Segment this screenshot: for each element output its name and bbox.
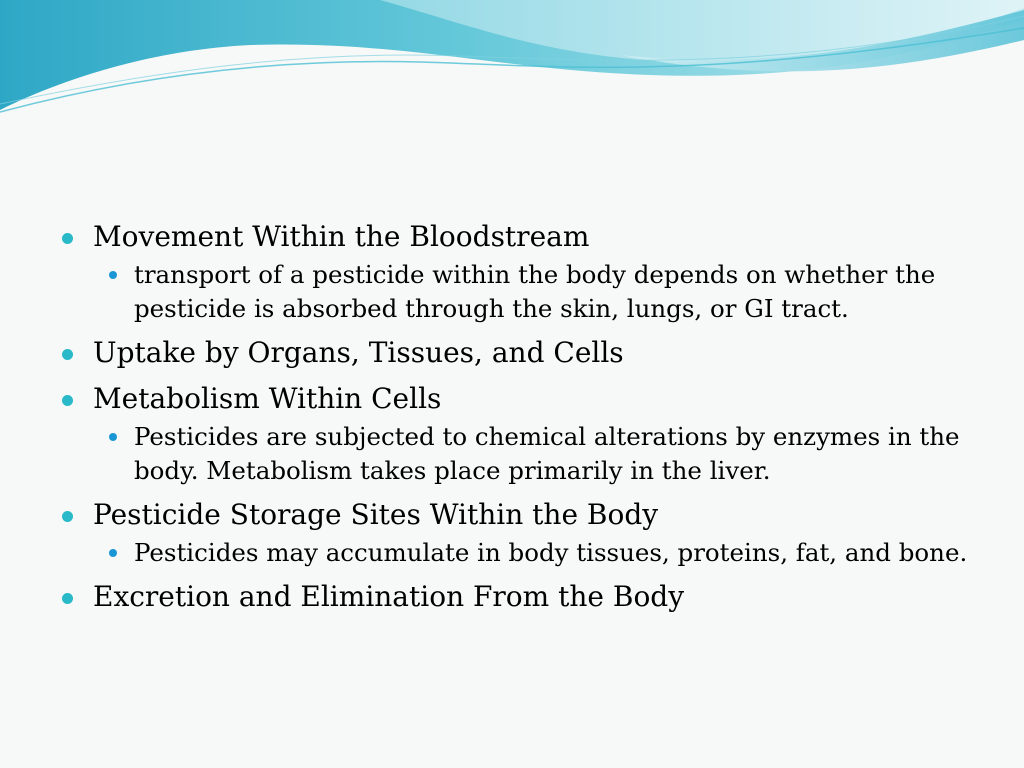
sub-bullet-text: transport of a pesticide within the body depends on whether the pesticide is absorbed through the skin, lungs, or GI tract. [134,260,936,323]
slide-content [62,218,982,624]
bullet-dot-icon [62,349,73,360]
sub-bullet-dot-icon [109,271,117,279]
sub-bullet-item [93,258,982,326]
bullet-dot-icon [62,593,73,604]
bullet-item [62,380,982,488]
sub-bullet-dot-icon [109,433,117,441]
bullet-dot-icon [62,233,73,244]
sub-bullet-text: Pesticides may accumulate in body tissues, proteins, fat, and bone. [134,538,968,567]
sub-bullet-list [93,420,982,488]
sub-bullet-dot-icon [109,549,117,557]
bullet-text: Uptake by Organs, Tissues, and Cells [93,336,624,369]
sub-bullet-list [93,536,982,570]
bullet-dot-icon [62,395,73,406]
header-wave-decoration [0,0,1024,125]
bullet-dot-icon [62,511,73,522]
sub-bullet-list [93,258,982,326]
bullet-item [62,218,982,326]
bullet-text: Excretion and Elimination From the Body [93,580,685,613]
bullet-text: Movement Within the Bloodstream [93,220,590,253]
bullet-text: Metabolism Within Cells [93,382,442,415]
sub-bullet-text: Pesticides are subjected to chemical alterations by enzymes in the body. Metabolism takes place primarily in the liver. [134,422,960,485]
bullet-text: Pesticide Storage Sites Within the Body [93,498,659,531]
bullet-item [62,578,982,616]
bullet-item [62,334,982,372]
bullet-item [62,496,982,570]
sub-bullet-item [93,536,982,570]
bullet-list [62,218,982,616]
sub-bullet-item [93,420,982,488]
